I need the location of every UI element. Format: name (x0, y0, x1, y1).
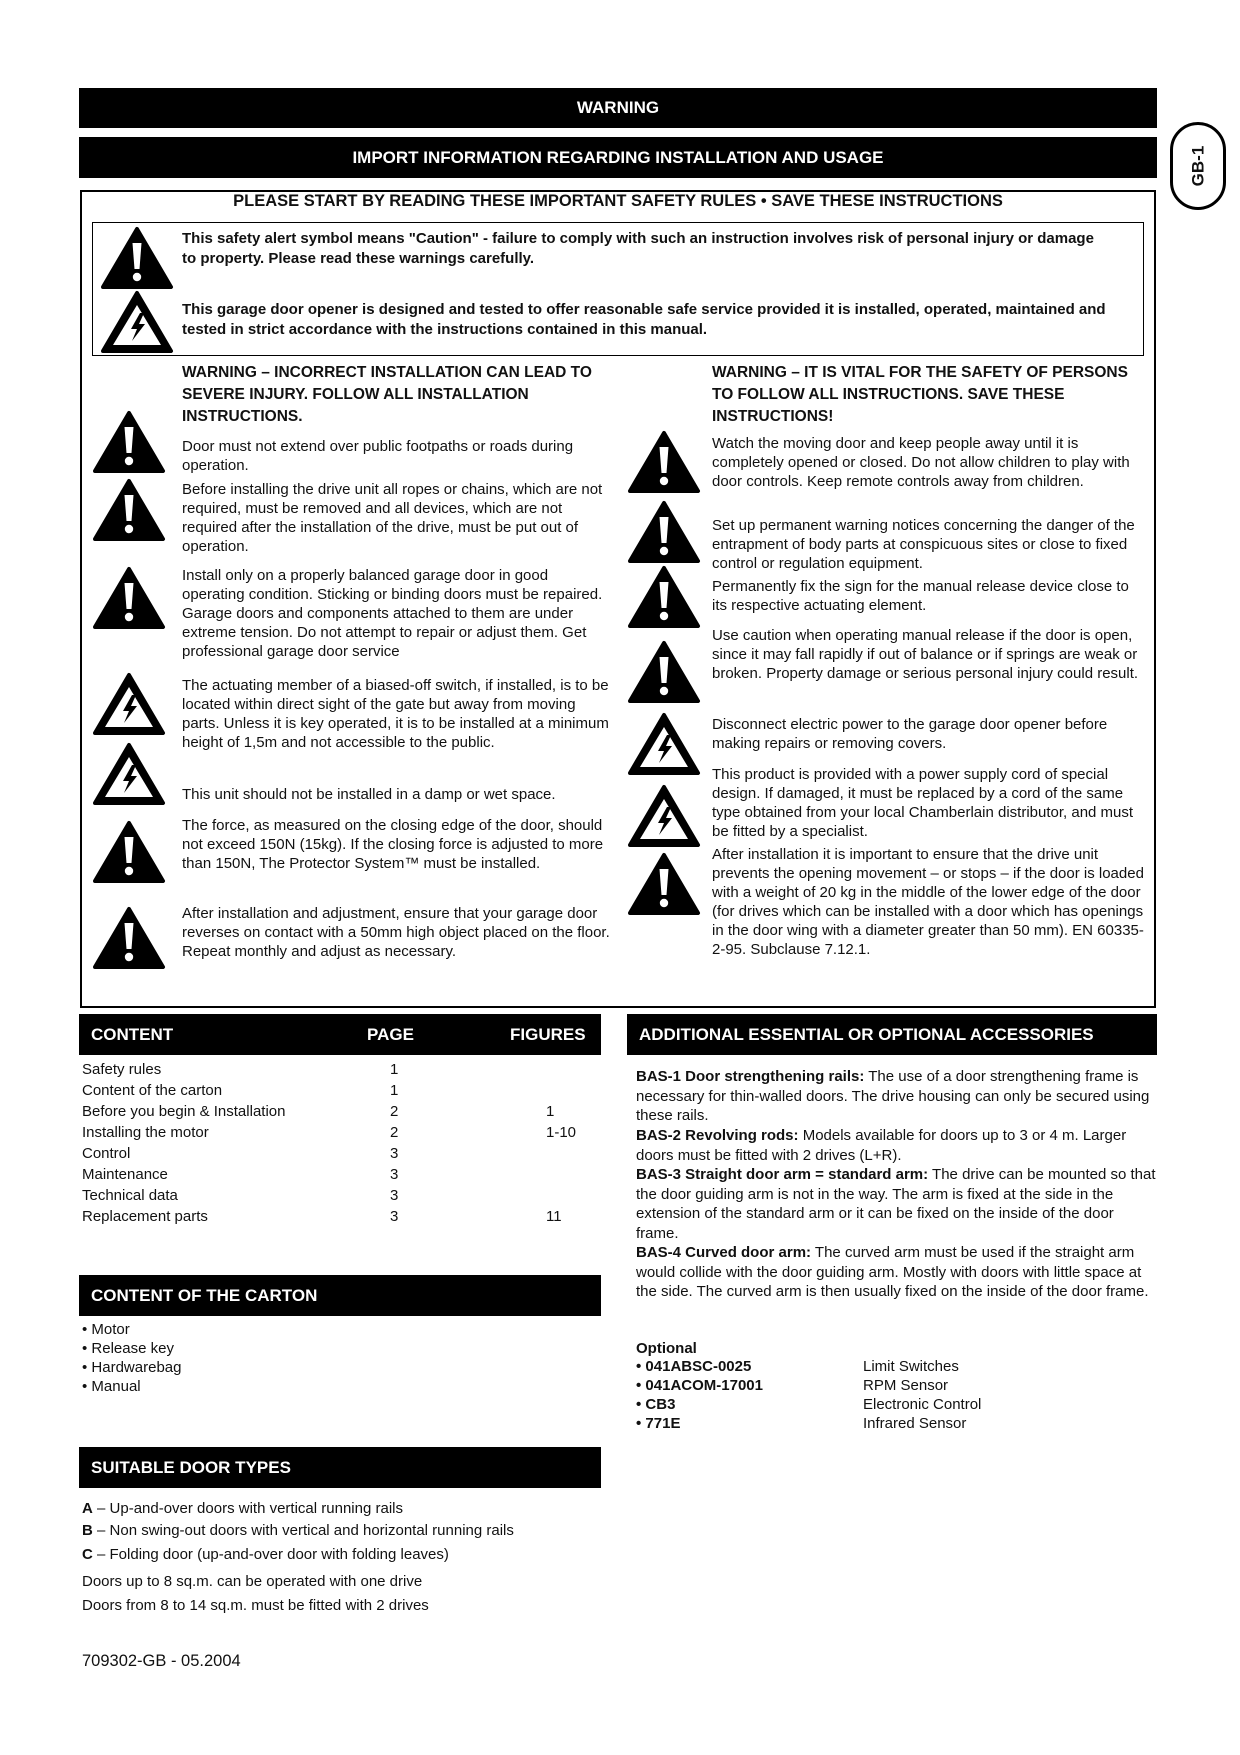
optional-item: • CB3 Electronic Control (636, 1396, 982, 1413)
table-row: Technical data 3 (82, 1187, 399, 1204)
table-row: Control 3 (82, 1145, 399, 1162)
electric-shock-icon (627, 712, 701, 776)
warning-banner (79, 88, 1157, 128)
exclamation-icon (92, 820, 166, 884)
optional-item: • 771E Infrared Sensor (636, 1415, 967, 1432)
optional-item: • 041ABSC-0025 Limit Switches (636, 1358, 959, 1375)
optional-label: Optional (636, 1340, 697, 1357)
door-type-c: C – Folding door (up-and-over door with folding leaves) (82, 1546, 449, 1563)
accessory-bas-2: BAS-2 Revolving rods: Models available for doors up to 3 or 4 m. Larger doors must be fitted with 2 drives (L+R). (636, 1127, 1127, 1164)
door-type-a: A – Up-and-over doors with vertical running rails (82, 1500, 403, 1517)
document-code: 709302-GB - 05.2004 (82, 1652, 241, 1670)
carton-title: CONTENT OF THE CARTON (91, 1285, 318, 1305)
electric-shock-icon (100, 290, 174, 354)
page-column-header: PAGE (367, 1024, 414, 1044)
design-intro-text: This garage door opener is designed and tested to offer reasonable safe service provided it is installed, operated, maintained and tested in strict accordance with the instructions contained in this manual. (182, 301, 1106, 338)
accessories-title: ADDITIONAL ESSENTIAL OR OPTIONAL ACCESSORIES (639, 1024, 1094, 1044)
table-row: Replacement parts 3 11 (82, 1208, 562, 1225)
exclamation-icon (627, 500, 701, 564)
import-info-banner (79, 137, 1157, 178)
electric-shock-icon (92, 672, 166, 736)
right-warning-heading: WARNING – IT IS VITAL FOR THE SAFETY OF PERSONS TO FOLLOW ALL INSTRUCTIONS. SAVE THESE INSTRUCTIONS! (712, 364, 1128, 425)
left-warning-heading: WARNING – INCORRECT INSTALLATION CAN LEAD TO SEVERE INJURY. FOLLOW ALL INSTALLATION INSTRUCTIONS. (182, 364, 592, 425)
exclamation-icon (92, 566, 166, 630)
exclamation-icon (627, 640, 701, 704)
right-rule-7: After installation it is important to ensure that the drive unit prevents the opening movement – or stops – if the door is loaded with a weight of 20 kg in the middle of the lower edge of the door (for drives which can be installed with a door which has openings in the door wing with a diameter greater than 50 mm). EN 60335-2-95. Subclause 7.12.1. (712, 846, 1144, 958)
page-tab-label: GB-1 (1188, 145, 1207, 187)
table-row: Content of the carton 1 (82, 1082, 399, 1099)
accessory-bas-1: BAS-1 Door strengthening rails: The use of a door strengthening frame is necessary for thin-walled doors. The drive housing can only be secured using these rails. (636, 1068, 1150, 1124)
door-types-header (79, 1447, 601, 1488)
left-rule-1: Door must not extend over public footpaths or roads during operation. (182, 438, 574, 474)
list-item: • Hardwarebag (82, 1359, 182, 1376)
door-type-b: B – Non swing-out doors with vertical and horizontal running rails (82, 1522, 514, 1539)
accessory-bas-3: BAS-3 Straight door arm = standard arm: The drive can be mounted so that the door guiding arm is not in the way. The arm is fixed at the side in the extension of the standard arm or it can be fixed on the inside of the door frame. (636, 1166, 1156, 1242)
left-rule-6: The force, as measured on the closing edge of the door, should not exceed 150N (15kg). If the closing force is adjusted to more than 150N, The Protector System™ must be installed. (182, 817, 604, 872)
list-item: • Motor (82, 1321, 130, 1338)
list-item: • Manual (82, 1378, 141, 1395)
right-rule-3: Permanently fix the sign for the manual release device close to its respective actuating element. (712, 578, 1129, 614)
optional-item: • 041ACOM-17001 RPM Sensor (636, 1377, 949, 1394)
left-rule-3: Install only on a properly balanced garage door in good operating condition. Sticking or binding doors must be repaired. Garage doors and components attached to them are under extreme tension. Do not attempt to repair or adjust them. Get professional garage door service (182, 567, 603, 660)
exclamation-icon (92, 478, 166, 542)
right-rule-6: This product is provided with a power supply cord of special design. If damaged, it must be replaced by a cord of the same type obtained from your local Chamberlain distributor, and must be fitted by a specialist. (712, 766, 1134, 840)
left-rule-4: The actuating member of a biased-off switch, if installed, is to be located within direct sight of the gate but away from moving parts. Unless it is key operated, it is to be installed at a minimum height of 1,5m and not accessible to the public. (182, 677, 609, 751)
right-rule-2: Set up permanent warning notices concerning the danger of the entrapment of body parts at conspicuous sites or close to fixed control or regulation equipment. (712, 517, 1135, 572)
exclamation-icon (92, 906, 166, 970)
door-types-title: SUITABLE DOOR TYPES (91, 1457, 291, 1477)
accessories-header (627, 1014, 1157, 1055)
right-rule-5: Disconnect electric power to the garage door opener before making repairs or removing covers. (712, 716, 1108, 752)
figures-column-header: FIGURES (510, 1024, 586, 1044)
right-rule-1: Watch the moving door and keep people away until it is completely opened or closed. Do not allow children to play with door controls. Keep remote controls away from children. (712, 435, 1130, 490)
safety-rules-title: PLEASE START BY READING THESE IMPORTANT SAFETY RULES • SAVE THESE INSTRUCTIONS (233, 192, 1003, 210)
left-rule-7: After installation and adjustment, ensure that your garage door reverses on contact with a 50mm high object placed on the floor. Repeat monthly and adjust as necessary. (182, 905, 610, 960)
electric-shock-icon (92, 742, 166, 806)
accessory-bas-4: BAS-4 Curved door arm: The curved arm must be used if the straight arm would collide with the door guiding arm. Mostly with doors with little space at the side. The curved arm is then usually fixed on the inside of the door frame. (636, 1244, 1149, 1300)
table-row: Safety rules 1 (82, 1061, 399, 1078)
content-table-header (79, 1014, 601, 1055)
import-info-title: IMPORT INFORMATION REGARDING INSTALLATION AND USAGE (352, 147, 884, 167)
table-row: Maintenance 3 (82, 1166, 399, 1183)
right-rule-4: Use caution when operating manual release if the door is open, since it may fall rapidly if out of balance or if springs are weak or broken. Property damage or serious personal injury could result. (712, 627, 1139, 682)
list-item: • Release key (82, 1340, 174, 1357)
exclamation-icon (627, 565, 701, 629)
left-rule-2: Before installing the drive unit all ropes or chains, which are not required, must be removed and all devices, which are not required after the installation of the drive, must be put out of operation. (182, 481, 603, 555)
electric-shock-icon (627, 784, 701, 848)
table-row: Before you begin & Installation 2 1 (82, 1103, 555, 1120)
table-row: Installing the motor 2 1-10 (82, 1124, 577, 1141)
door-note-1: Doors up to 8 sq.m. can be operated with one drive (82, 1573, 423, 1590)
left-rule-5: This unit should not be installed in a damp or wet space. (182, 786, 556, 803)
page-tab (1170, 122, 1226, 210)
exclamation-icon (627, 430, 701, 494)
exclamation-icon (92, 410, 166, 474)
content-column-header: CONTENT (91, 1024, 174, 1044)
caution-intro-text: This safety alert symbol means "Caution" - failure to comply with such an instruction involves risk of personal injury or damage to property. Please read these warnings carefully. (182, 230, 1094, 267)
carton-header (79, 1275, 601, 1316)
exclamation-icon (627, 852, 701, 916)
door-note-2: Doors from 8 to 14 sq.m. must be fitted with 2 drives (82, 1597, 429, 1614)
exclamation-icon (100, 226, 174, 290)
warning-title: WARNING (576, 98, 660, 117)
